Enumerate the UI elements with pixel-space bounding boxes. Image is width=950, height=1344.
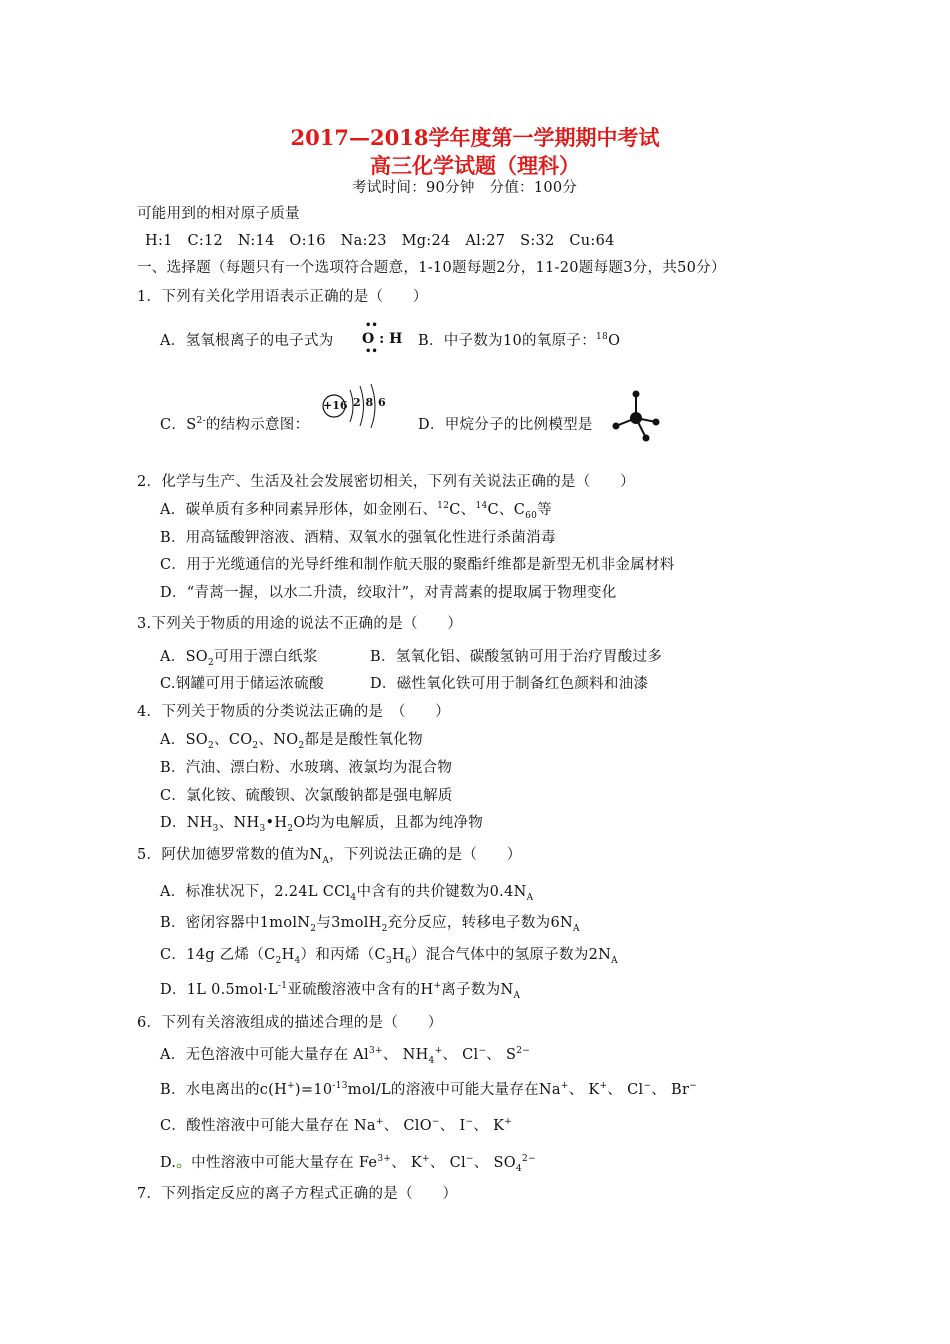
question-2-option-c: C．用于光缆通信的光导纤维和制作航天服的聚酯纤维都是新型无机非金属材料 <box>160 557 675 573</box>
question-1-stem: 1．下列有关化学用语表示正确的是（ ） <box>137 289 428 305</box>
question-4-stem: 4．下列关于物质的分类说法正确的是 （ ） <box>137 704 451 720</box>
question-4-option-d: D．$NH_3$、$NH_3•H_2O$均为电解质，且都为纯净物 <box>160 815 484 834</box>
exam-info: 考试时间：90分钟 分值：100分 <box>352 180 578 196</box>
question-1-option-b: B．中子数为10的氧原子：$^{18}$O <box>418 332 621 349</box>
question-3-option-d: D．磁性氧化铁可用于制备红色颜料和油漆 <box>370 676 649 692</box>
question-2-option-d: D．“青蒿一握，以水二升渍，绞取汁”，对青蒿素的提取属于物理变化 <box>160 585 617 601</box>
exam-subtitle: 高三化学试题（理科） <box>370 153 580 178</box>
question-1-option-a: A．氢氧根离子的电子式为 <box>160 333 334 349</box>
question-2-option-b: B．用高锰酸钾溶液、酒精、双氧水的强氧化性进行杀菌消毒 <box>160 530 556 546</box>
question-2-option-a: A．碳单质有多种同素异形体，如金刚石、$^{12}$C、$^{14}$C、$C_{60}$等 <box>160 501 552 521</box>
question-4-option-a: A．$SO_2$、$CO_2$、$NO_2$都是是酸性氧化物 <box>160 732 423 751</box>
question-3-option-c: C.钢罐可用于储运浓硫酸 <box>160 676 324 692</box>
question-5-option-d: D．1L $0.5mol\cdot L^{-1}$亚硫酸溶液中含有的H+离子数为$N_A$ <box>160 981 521 1001</box>
question-6-option-d: D.。中性溶液中可能大量存在 $Fe^{3+}$、 K+、 Cl−、 $SO_4^{2-}$ <box>160 1154 536 1174</box>
question-7-stem: 7．下列指定反应的离子方程式正确的是（ ） <box>137 1186 458 1202</box>
question-4-option-b: B．汽油、漂白粉、水玻璃、液氯均为混合物 <box>160 760 453 776</box>
scan-mark: 。 <box>176 1154 192 1171</box>
nucleus-charge-label: +16 <box>323 399 348 412</box>
question-5-option-b: B．密闭容器中1molN$_2$与3molH$_2$充分反应，转移电子数为$6N_A$ <box>160 915 580 934</box>
atomic-masses: H:1 C:12 N:14 O:16 Na:23 Mg:24 Al:27 S:32 Cu:64 <box>145 233 615 249</box>
question-6-option-a: A．无色溶液中可能大量存在 $Al^{3+}$、 $NH_4^+$、 Cl−、 $S^{2-}$ <box>160 1046 531 1066</box>
hydroxide-formula-text: O : H <box>362 331 403 347</box>
section-heading: 一、选择题（每题只有一个选项符合题意，1-10题每题2分，11-20题每题3分，共50分） <box>137 260 726 276</box>
question-3-stem: 3.下列关于物质的用途的说法不正确的是（ ） <box>137 616 463 632</box>
electron-shells-label: 2 8 6 <box>353 396 386 409</box>
question-6-option-c: C．酸性溶液中可能大量存在 Na+、 ClO−、 I−、 K+ <box>160 1117 513 1134</box>
question-1-option-c: C．$S^{2-}$的结构示意图： <box>160 416 310 433</box>
question-2-stem: 2．化学与生产、生活及社会发展密切相关，下列有关说法正确的是（ ） <box>137 474 635 490</box>
question-3-option-a: A．$SO_2$可用于漂白纸浆 <box>160 649 318 668</box>
question-5-option-a: A．标准状况下，2.24L CCl$_4$中含有的共价键数为$0.4N_A$ <box>160 884 534 903</box>
question-3-option-b: B．氢氧化铝、碳酸氢钠可用于治疗胃酸过多 <box>370 649 663 665</box>
methane-ball-model <box>608 388 664 446</box>
question-4-option-c: C．氯化铵、硫酸钡、次氯酸钠都是强电解质 <box>160 788 453 804</box>
question-6-stem: 6．下列有关溶液组成的描述合理的是（ ） <box>137 1015 443 1031</box>
atomic-mass-title: 可能用到的相对原子质量 <box>137 206 300 222</box>
question-6-option-b: B．水电离出的$c(H^+)=10^{-13}mol/L$的溶液中可能大量存在Na+、 K+、 Cl−、 Br− <box>160 1081 698 1098</box>
hydroxide-electron-formula: •• O : H •• <box>362 320 403 357</box>
question-1-option-d: D．甲烷分子的比例模型是 <box>418 417 593 433</box>
question-5-option-c: C．14g 乙烯$(C_2H_4)$和丙烯$(C_3H_6)$混合气体中的氢原子数为$2N_A$ <box>160 947 618 966</box>
question-5-stem: 5．阿伏加德罗常数的值为$N_A$，下列说法正确的是（ ） <box>137 847 522 866</box>
exam-title: 2017—2018学年度第一学期期中考试 <box>290 125 660 150</box>
